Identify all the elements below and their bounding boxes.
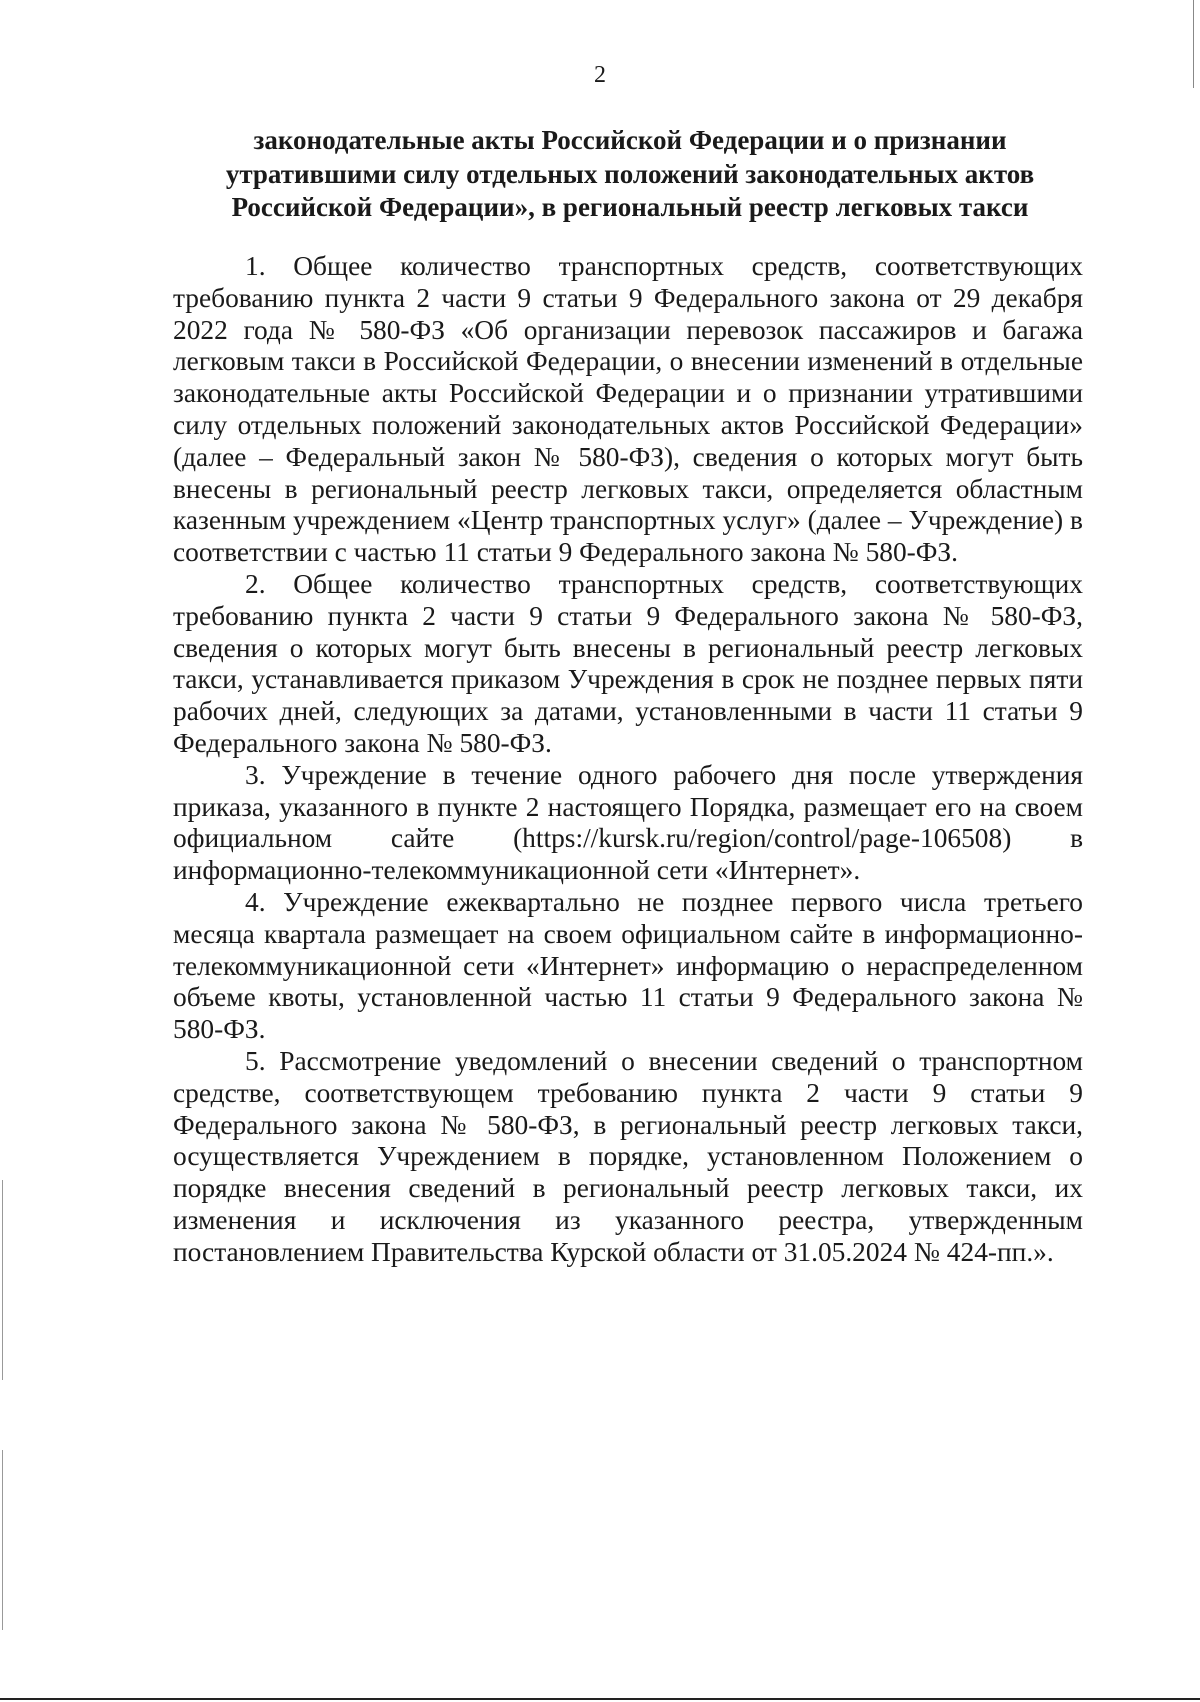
paragraph-1: 1. Общее количество транспортных средств, соответствующих требованию пункта 2 части 9 статьи 9 Федерального закона от 29 декабря 2022 года № 580-ФЗ «Об организации перевозок пассажиров и багажа легковым такси в Российской Федерации, о внесении изменений в отдельные законодательные акты Российской Федерации и о признании утратившими силу отдельных положений законодательных актов Российской Федерации» (далее – Федеральный закон № 580-ФЗ), сведения о которых могут быть внесены в региональный реестр легковых такси, определяется областным казенным учреждением «Центр транспортных услуг» (далее – Учреждение) в соответствии с частью 11 статьи 9 Федерального закона № 580-ФЗ. (173, 251, 1083, 568)
heading-line: утратившими силу отдельных положений законодательных актов (225, 158, 1035, 189)
document-body (173, 251, 1083, 1269)
scan-bottom-edge (0, 1698, 1200, 1700)
heading-line: законодательные акты Российской Федерации и о признании (253, 125, 1007, 155)
scan-edge-line (2, 1450, 3, 1630)
document-heading (190, 124, 1070, 225)
heading-line: Российской Федерации», в региональный реестр легковых такси (231, 192, 1029, 222)
paragraph-2: 2. Общее количество транспортных средств, соответствующих требованию пункта 2 части 9 статьи 9 Федерального закона № 580-ФЗ, сведения о которых могут быть внесены в региональный реестр легковых такси, устанавливается приказом Учреждения в срок не позднее первых пяти рабочих дней, следующих за датами, установленными в части 11 статьи 9 Федерального закона № 580-ФЗ. (173, 568, 1083, 758)
scan-edge-line (2, 1180, 3, 1380)
page-number: 2 (594, 62, 606, 88)
paragraph-5: 5. Рассмотрение уведомлений о внесении сведений о транспортном средстве, соответствующем требованию пункта 2 части 9 статьи 9 Федерального закона № 580-ФЗ, в региональный реестр легковых такси, осуществляется Учреждением в порядке, установленном Положением о порядке внесения сведений в региональный реестр легковых такси, их изменения и исключения из указанного реестра, утвержденным постановлением Правительства Курской области от 31.05.2024 № 424-пп.». (173, 1045, 1083, 1267)
paragraph-4: 4. Учреждение ежеквартально не позднее первого числа третьего месяца квартала размещает на своем официальном сайте в информационно-телекоммуникационной сети «Интернет» информацию о нераспределенном объеме квоты, установленной частью 11 статьи 9 Федерального закона № 580-ФЗ. (173, 886, 1083, 1045)
paragraph-3: 3. Учреждение в течение одного рабочего дня после утверждения приказа, указанного в пункте 2 настоящего Порядка, размещает его на своем официальном сайте (https://kursk.ru/region/control/page-106508) в информационно-телекоммуникационной сети «Интернет». (173, 759, 1083, 886)
